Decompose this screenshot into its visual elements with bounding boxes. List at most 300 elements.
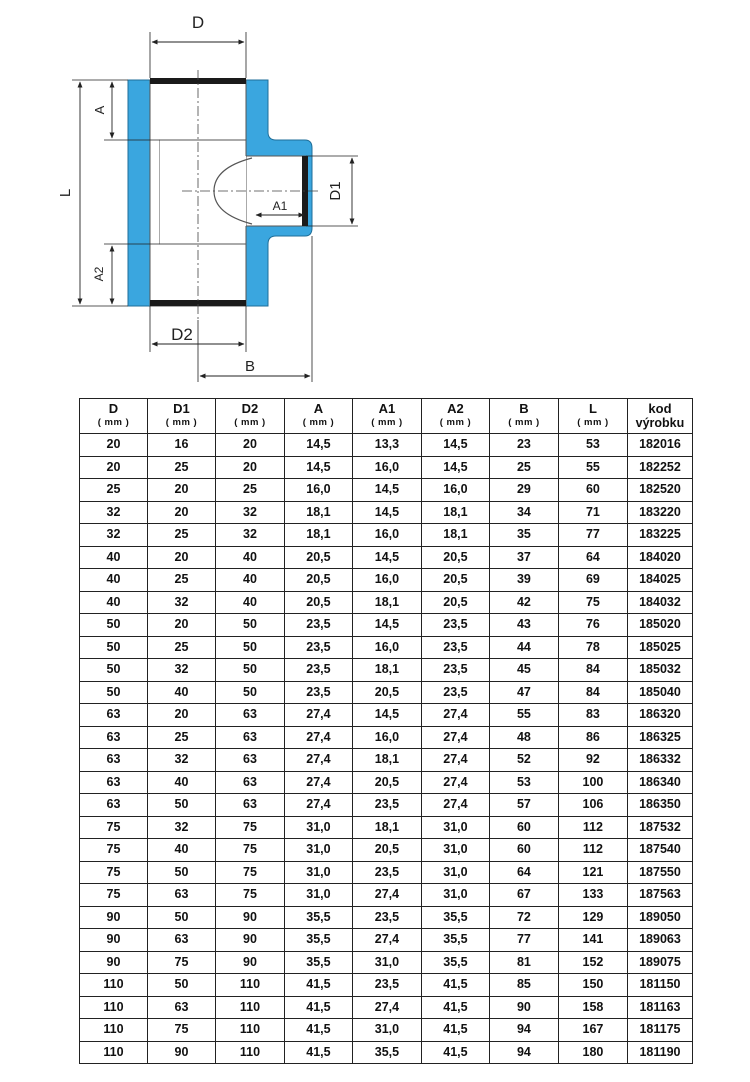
table-row <box>80 501 693 524</box>
table-row <box>80 704 693 727</box>
table-cell: 41,5 <box>284 996 352 1019</box>
column-unit: ( mm ) <box>234 417 266 428</box>
table-cell: 32 <box>215 524 284 547</box>
table-cell: 63 <box>215 726 284 749</box>
column-unit: ( mm ) <box>371 417 403 428</box>
table-cell: 63 <box>80 749 148 772</box>
table-cell: 14,5 <box>352 704 421 727</box>
table-cell: 52 <box>489 749 558 772</box>
table-cell: 27,4 <box>421 794 489 817</box>
table-cell: 16,0 <box>284 479 352 502</box>
table-row <box>80 996 693 1019</box>
table-row <box>80 839 693 862</box>
table-row <box>80 479 693 502</box>
table-cell: 31,0 <box>421 839 489 862</box>
column-name: L <box>588 401 597 416</box>
table-cell: 53 <box>558 434 627 457</box>
table-cell: 152 <box>558 951 627 974</box>
tee-fitting-diagram <box>40 0 380 392</box>
table-cell: 186325 <box>627 726 692 749</box>
table-cell: 18,1 <box>352 591 421 614</box>
table-cell: 63 <box>80 704 148 727</box>
table-cell: 181150 <box>627 974 692 997</box>
table-cell: 77 <box>558 524 627 547</box>
column-unit: ( mm ) <box>97 417 130 428</box>
table-cell: 20 <box>147 614 215 637</box>
table-cell: 40 <box>80 569 148 592</box>
table-row <box>80 906 693 929</box>
table-body <box>80 434 693 1064</box>
table-cell: 63 <box>147 884 215 907</box>
table-cell: 35,5 <box>421 951 489 974</box>
table-cell: 110 <box>215 996 284 1019</box>
table-cell: 90 <box>215 906 284 929</box>
table-cell: 60 <box>489 839 558 862</box>
table-cell: 92 <box>558 749 627 772</box>
table-row <box>80 771 693 794</box>
table-cell: 32 <box>147 659 215 682</box>
table-cell: 75 <box>80 816 148 839</box>
table-cell: 20,5 <box>352 839 421 862</box>
table-cell: 31,0 <box>284 816 352 839</box>
table-cell: 55 <box>489 704 558 727</box>
table-cell: 94 <box>489 1019 558 1042</box>
table-cell: 31,0 <box>421 861 489 884</box>
table-cell: 20 <box>147 479 215 502</box>
table-cell: 184032 <box>627 591 692 614</box>
table-cell: 18,1 <box>352 659 421 682</box>
table-cell: 81 <box>489 951 558 974</box>
column-name: D1 <box>173 401 190 416</box>
table-cell: 27,4 <box>284 726 352 749</box>
table-cell: 34 <box>489 501 558 524</box>
table-cell: 86 <box>558 726 627 749</box>
table-cell: 64 <box>558 546 627 569</box>
table-cell: 182252 <box>627 456 692 479</box>
table-cell: 75 <box>215 884 284 907</box>
table-cell: 129 <box>558 906 627 929</box>
column-unit: ( mm ) <box>302 417 335 428</box>
table-cell: 84 <box>558 659 627 682</box>
table-cell: 20,5 <box>352 681 421 704</box>
table-cell: 20 <box>147 501 215 524</box>
table-row <box>80 951 693 974</box>
table-cell: 20 <box>215 434 284 457</box>
table-cell: 50 <box>215 614 284 637</box>
table-cell: 23,5 <box>284 614 352 637</box>
column-unit: výrobku <box>635 416 685 430</box>
table-cell: 32 <box>147 591 215 614</box>
table-cell: 60 <box>558 479 627 502</box>
table-cell: 25 <box>147 726 215 749</box>
table-cell: 43 <box>489 614 558 637</box>
column-name: A1 <box>378 401 396 416</box>
column-header <box>80 399 148 434</box>
table-cell: 25 <box>147 524 215 547</box>
table-cell: 75 <box>80 884 148 907</box>
table-cell: 27,4 <box>284 771 352 794</box>
table-cell: 63 <box>147 996 215 1019</box>
table-cell: 40 <box>80 591 148 614</box>
table-cell: 27,4 <box>352 884 421 907</box>
table-cell: 50 <box>80 614 148 637</box>
table-cell: 186350 <box>627 794 692 817</box>
table-cell: 18,1 <box>421 524 489 547</box>
table-cell: 14,5 <box>421 434 489 457</box>
table-cell: 50 <box>215 681 284 704</box>
table-cell: 31,0 <box>352 1019 421 1042</box>
label-D2: D2 <box>171 325 193 344</box>
table-cell: 110 <box>80 1019 148 1042</box>
table-cell: 13,3 <box>352 434 421 457</box>
table-cell: 63 <box>80 726 148 749</box>
table-cell: 110 <box>80 974 148 997</box>
table-cell: 20,5 <box>421 569 489 592</box>
table-cell: 94 <box>489 1041 558 1064</box>
table-cell: 187563 <box>627 884 692 907</box>
table-cell: 100 <box>558 771 627 794</box>
table-cell: 41,5 <box>284 974 352 997</box>
table-cell: 189050 <box>627 906 692 929</box>
table-cell: 67 <box>489 884 558 907</box>
table-cell: 181175 <box>627 1019 692 1042</box>
table-cell: 20 <box>215 456 284 479</box>
table-cell: 35 <box>489 524 558 547</box>
table-cell: 90 <box>489 996 558 1019</box>
table-cell: 63 <box>80 794 148 817</box>
table-cell: 50 <box>147 906 215 929</box>
table-cell: 75 <box>80 839 148 862</box>
column-header <box>284 399 352 434</box>
table-cell: 40 <box>147 839 215 862</box>
column-name: A2 <box>447 401 464 416</box>
table-cell: 50 <box>80 659 148 682</box>
table-cell: 23,5 <box>421 681 489 704</box>
table-cell: 32 <box>215 501 284 524</box>
column-header <box>147 399 215 434</box>
table-cell: 32 <box>80 524 148 547</box>
table-row <box>80 929 693 952</box>
table-cell: 75 <box>558 591 627 614</box>
table-cell: 63 <box>215 794 284 817</box>
table-row <box>80 1019 693 1042</box>
table-cell: 83 <box>558 704 627 727</box>
table-cell: 63 <box>215 749 284 772</box>
table-cell: 25 <box>215 479 284 502</box>
table-cell: 14,5 <box>284 456 352 479</box>
table-cell: 84 <box>558 681 627 704</box>
table-cell: 27,4 <box>284 704 352 727</box>
table-cell: 181163 <box>627 996 692 1019</box>
label-B: B <box>244 358 256 375</box>
table-cell: 187532 <box>627 816 692 839</box>
table-cell: 64 <box>489 861 558 884</box>
table-cell: 40 <box>147 771 215 794</box>
table-cell: 20,5 <box>284 569 352 592</box>
table-cell: 16,0 <box>352 569 421 592</box>
table-cell: 23,5 <box>352 906 421 929</box>
table-cell: 78 <box>558 636 627 659</box>
table-row <box>80 456 693 479</box>
table-cell: 16,0 <box>352 726 421 749</box>
table-cell: 14,5 <box>352 546 421 569</box>
table-cell: 48 <box>489 726 558 749</box>
table-cell: 20 <box>147 546 215 569</box>
column-header <box>627 399 692 434</box>
table-row <box>80 659 693 682</box>
table-cell: 183225 <box>627 524 692 547</box>
table-cell: 167 <box>558 1019 627 1042</box>
table-cell: 186340 <box>627 771 692 794</box>
table-cell: 90 <box>215 929 284 952</box>
column-name: D2 <box>241 401 259 416</box>
table-cell: 35,5 <box>284 951 352 974</box>
table-cell: 20 <box>80 456 148 479</box>
column-name: kod <box>648 401 672 416</box>
table-cell: 90 <box>80 929 148 952</box>
table-cell: 112 <box>558 816 627 839</box>
table-cell: 121 <box>558 861 627 884</box>
table-cell: 40 <box>80 546 148 569</box>
label-D: D <box>191 13 205 32</box>
table-cell: 90 <box>215 951 284 974</box>
table-cell: 18,1 <box>284 524 352 547</box>
table-cell: 35,5 <box>421 906 489 929</box>
table-cell: 23,5 <box>352 974 421 997</box>
table-cell: 110 <box>80 996 148 1019</box>
table-cell: 20,5 <box>421 546 489 569</box>
table-cell: 110 <box>215 1041 284 1064</box>
table-cell: 32 <box>80 501 148 524</box>
table-cell: 14,5 <box>352 614 421 637</box>
table-cell: 187550 <box>627 861 692 884</box>
table-cell: 40 <box>215 546 284 569</box>
table-cell: 72 <box>489 906 558 929</box>
table-cell: 40 <box>215 591 284 614</box>
table-cell: 182016 <box>627 434 692 457</box>
table-cell: 184025 <box>627 569 692 592</box>
table-cell: 187540 <box>627 839 692 862</box>
table-cell: 35,5 <box>352 1041 421 1064</box>
label-A2: A2 <box>92 266 106 282</box>
table-cell: 186320 <box>627 704 692 727</box>
table-cell: 27,4 <box>284 749 352 772</box>
table-cell: 16,0 <box>352 456 421 479</box>
table-cell: 50 <box>147 794 215 817</box>
table-cell: 23 <box>489 434 558 457</box>
table-cell: 75 <box>147 1019 215 1042</box>
table-cell: 41,5 <box>421 974 489 997</box>
table-cell: 23,5 <box>284 636 352 659</box>
table-cell: 37 <box>489 546 558 569</box>
table-cell: 16,0 <box>421 479 489 502</box>
table-row <box>80 681 693 704</box>
table-cell: 182520 <box>627 479 692 502</box>
table-cell: 63 <box>147 929 215 952</box>
table-cell: 23,5 <box>421 614 489 637</box>
table-cell: 32 <box>147 749 215 772</box>
table-cell: 31,0 <box>352 951 421 974</box>
table-cell: 63 <box>80 771 148 794</box>
column-unit: ( mm ) <box>577 417 609 428</box>
table-row <box>80 524 693 547</box>
table-cell: 50 <box>147 861 215 884</box>
table-cell: 25 <box>147 569 215 592</box>
table-cell: 18,1 <box>421 501 489 524</box>
table-cell: 50 <box>80 681 148 704</box>
table-cell: 60 <box>489 816 558 839</box>
table-cell: 25 <box>147 456 215 479</box>
table-cell: 27,4 <box>352 996 421 1019</box>
table-row <box>80 434 693 457</box>
branch-passage <box>160 140 246 244</box>
table-row <box>80 749 693 772</box>
column-header <box>421 399 489 434</box>
table-cell: 180 <box>558 1041 627 1064</box>
table-cell: 27,4 <box>284 794 352 817</box>
column-name: A <box>313 401 324 416</box>
table-cell: 77 <box>489 929 558 952</box>
table-cell: 133 <box>558 884 627 907</box>
table-cell: 45 <box>489 659 558 682</box>
table-cell: 39 <box>489 569 558 592</box>
table-cell: 150 <box>558 974 627 997</box>
table-cell: 42 <box>489 591 558 614</box>
table-cell: 50 <box>215 659 284 682</box>
table-cell: 20 <box>147 704 215 727</box>
table-cell: 20,5 <box>284 546 352 569</box>
table-cell: 75 <box>215 861 284 884</box>
table-cell: 50 <box>80 636 148 659</box>
label-A1: A1 <box>272 199 288 213</box>
table-cell: 18,1 <box>352 816 421 839</box>
table-cell: 75 <box>80 861 148 884</box>
table-cell: 14,5 <box>421 456 489 479</box>
table-row <box>80 546 693 569</box>
table-cell: 186332 <box>627 749 692 772</box>
table-cell: 20,5 <box>352 771 421 794</box>
table-cell: 18,1 <box>352 749 421 772</box>
table-cell: 16,0 <box>352 524 421 547</box>
table-row <box>80 794 693 817</box>
table-cell: 183220 <box>627 501 692 524</box>
column-header <box>352 399 421 434</box>
table-cell: 25 <box>147 636 215 659</box>
table-cell: 27,4 <box>421 704 489 727</box>
table-row <box>80 636 693 659</box>
table-cell: 35,5 <box>421 929 489 952</box>
table-cell: 20 <box>80 434 148 457</box>
table-cell: 23,5 <box>421 659 489 682</box>
table-cell: 31,0 <box>284 861 352 884</box>
table-row <box>80 569 693 592</box>
table-cell: 23,5 <box>284 681 352 704</box>
table-cell: 41,5 <box>284 1019 352 1042</box>
table-cell: 141 <box>558 929 627 952</box>
table-cell: 71 <box>558 501 627 524</box>
table-cell: 23,5 <box>421 636 489 659</box>
table-cell: 16 <box>147 434 215 457</box>
table-cell: 90 <box>80 951 148 974</box>
table-cell: 63 <box>215 771 284 794</box>
column-unit: ( mm ) <box>508 417 540 428</box>
table-cell: 41,5 <box>421 996 489 1019</box>
table-cell: 31,0 <box>284 839 352 862</box>
table-cell: 85 <box>489 974 558 997</box>
table-cell: 41,5 <box>421 1019 489 1042</box>
table-cell: 23,5 <box>284 659 352 682</box>
column-name: B <box>519 401 529 416</box>
table-cell: 50 <box>215 636 284 659</box>
table-cell: 32 <box>147 816 215 839</box>
table-cell: 184020 <box>627 546 692 569</box>
table-cell: 185040 <box>627 681 692 704</box>
table-cell: 29 <box>489 479 558 502</box>
table-cell: 106 <box>558 794 627 817</box>
column-unit: ( mm ) <box>165 417 198 428</box>
table-cell: 14,5 <box>284 434 352 457</box>
table-cell: 75 <box>215 839 284 862</box>
table-cell: 53 <box>489 771 558 794</box>
table-cell: 25 <box>80 479 148 502</box>
table-row <box>80 726 693 749</box>
table-cell: 27,4 <box>352 929 421 952</box>
table-cell: 112 <box>558 839 627 862</box>
table-cell: 90 <box>80 906 148 929</box>
table-cell: 20,5 <box>284 591 352 614</box>
table-row <box>80 884 693 907</box>
table-cell: 189075 <box>627 951 692 974</box>
table-cell: 27,4 <box>421 726 489 749</box>
table-cell: 110 <box>215 974 284 997</box>
table-cell: 75 <box>215 816 284 839</box>
table-row <box>80 974 693 997</box>
table-cell: 158 <box>558 996 627 1019</box>
table-cell: 25 <box>489 456 558 479</box>
table-cell: 47 <box>489 681 558 704</box>
table-cell: 31,0 <box>421 816 489 839</box>
table-cell: 189063 <box>627 929 692 952</box>
table-cell: 40 <box>147 681 215 704</box>
table-cell: 40 <box>215 569 284 592</box>
table-header-row <box>80 399 693 434</box>
table-cell: 18,1 <box>284 501 352 524</box>
table-row <box>80 861 693 884</box>
column-header <box>489 399 558 434</box>
table-cell: 185032 <box>627 659 692 682</box>
table-cell: 50 <box>147 974 215 997</box>
table-cell: 110 <box>215 1019 284 1042</box>
table-cell: 75 <box>147 951 215 974</box>
table-cell: 181190 <box>627 1041 692 1064</box>
table-cell: 31,0 <box>284 884 352 907</box>
column-header <box>215 399 284 434</box>
table-cell: 57 <box>489 794 558 817</box>
label-L: L <box>57 188 74 198</box>
table-row <box>80 614 693 637</box>
table-cell: 16,0 <box>352 636 421 659</box>
table-cell: 76 <box>558 614 627 637</box>
table-cell: 23,5 <box>352 794 421 817</box>
table-cell: 31,0 <box>421 884 489 907</box>
table-cell: 41,5 <box>284 1041 352 1064</box>
table-cell: 35,5 <box>284 906 352 929</box>
table-cell: 63 <box>215 704 284 727</box>
table-cell: 90 <box>147 1041 215 1064</box>
column-header <box>558 399 627 434</box>
table-cell: 14,5 <box>352 501 421 524</box>
table-cell: 185020 <box>627 614 692 637</box>
